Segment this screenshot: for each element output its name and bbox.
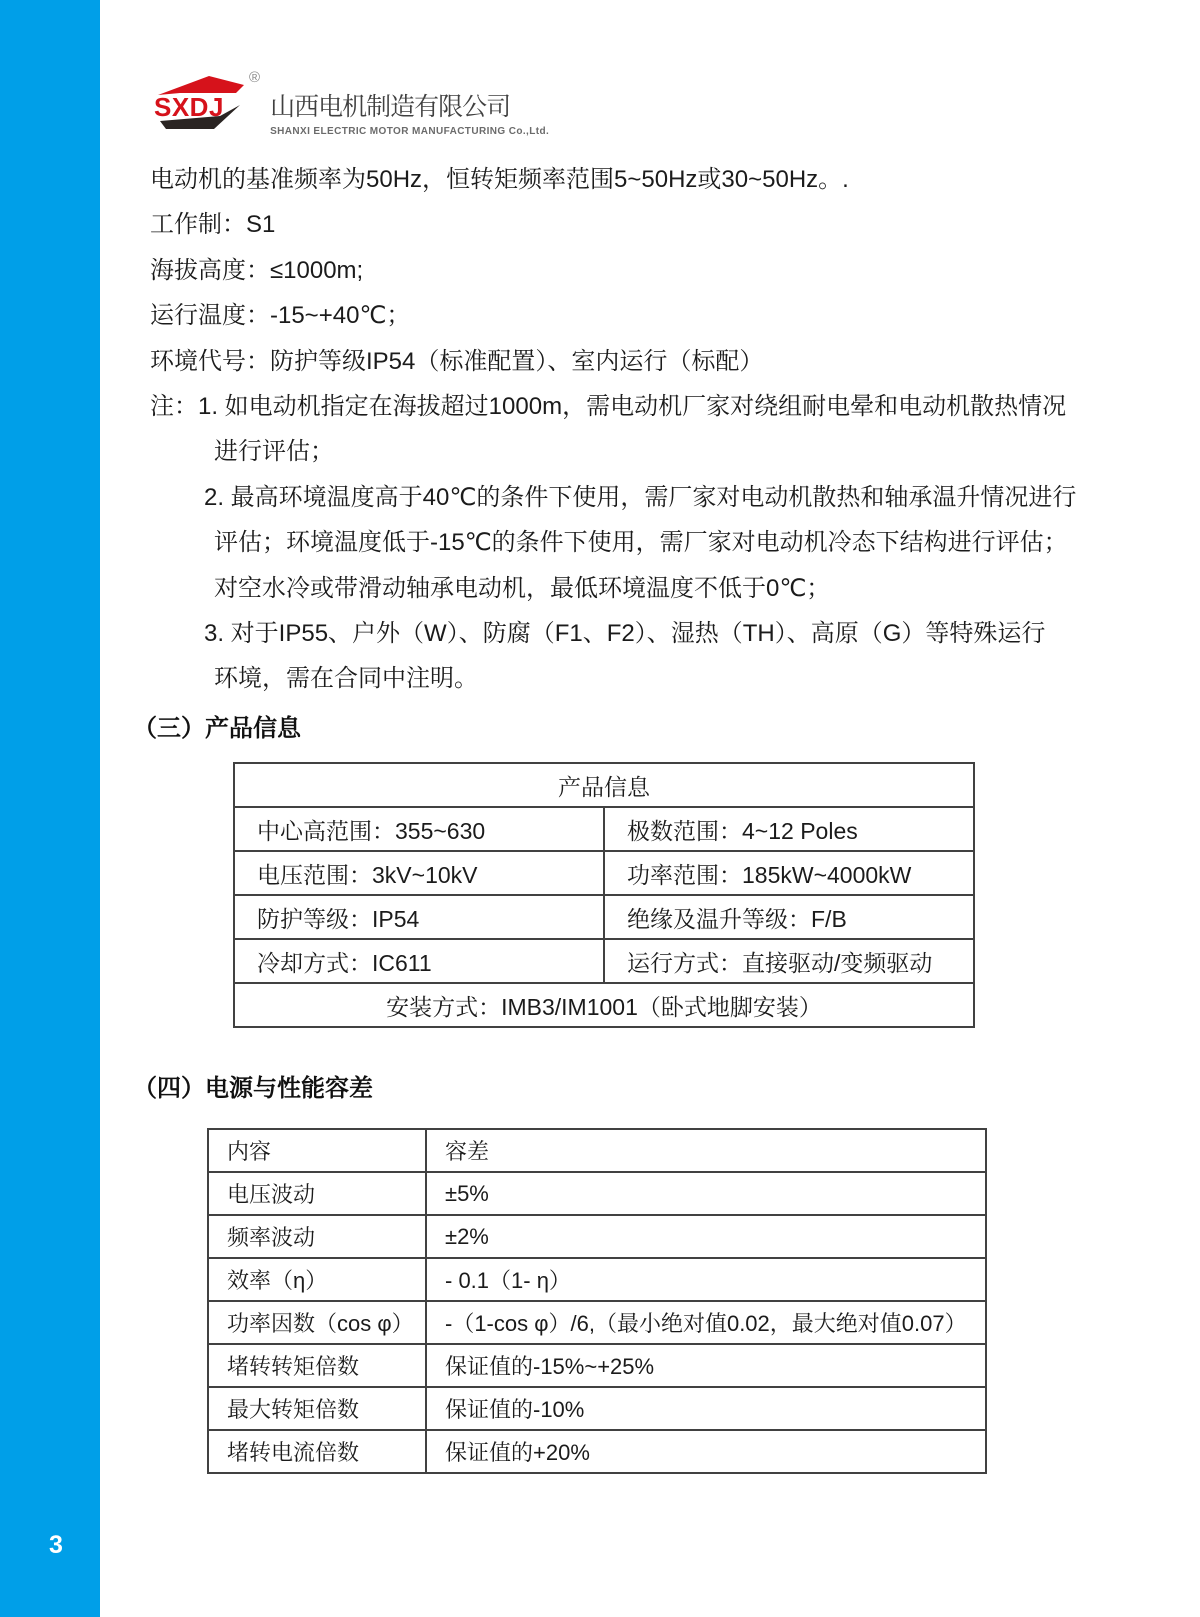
column-header: 内容: [208, 1129, 426, 1172]
body-text: [150, 157, 1077, 702]
company-logo: [154, 69, 550, 137]
table-cell: 最大转矩倍数: [208, 1387, 426, 1430]
note-line-1-cont: 进行评估；: [214, 438, 334, 466]
table-row: [208, 1430, 986, 1473]
table-cell: 功率因数（cos φ）: [208, 1301, 426, 1344]
table-row: [234, 851, 974, 895]
tolerance-table: [207, 1128, 987, 1474]
table-row: [234, 983, 974, 1027]
table-cell: 电压波动: [208, 1172, 426, 1215]
company-name-en: SHANXI ELECTRIC MOTOR MANUFACTURING Co.,Ltd.: [270, 126, 550, 137]
logo-mark-text: SXDJ: [154, 92, 224, 122]
note-line-3: 3. 对于IP55、户外（W）、防腐（F1、F2）、湿热（TH）、高原（G）等特殊运行: [204, 619, 1046, 647]
company-names: [270, 87, 549, 137]
table-cell: 功率范围：185kW~4000kW: [604, 851, 974, 895]
table-row: [234, 895, 974, 939]
table-cell: 电压范围：3kV~10kV: [234, 851, 604, 895]
section-heading-product-info: （三）产品信息: [133, 715, 301, 742]
table-cell: 防护等级：IP54: [234, 895, 604, 939]
table-cell: 极数范围：4~12 Poles: [604, 807, 974, 851]
table-cell: 堵转转矩倍数: [208, 1344, 426, 1387]
table-cell: 堵转电流倍数: [208, 1430, 426, 1473]
page-number: 3: [49, 1531, 63, 1559]
section-heading-tolerance: （四）电源与性能容差: [133, 1075, 373, 1102]
note-line-2: 2. 最高环境温度高于40℃的条件下使用，需厂家对电动机散热和轴承温升情况进行: [204, 483, 1077, 511]
registered-trademark-icon: ®: [249, 69, 261, 86]
table-cell: 保证值的-15%~+25%: [426, 1344, 986, 1387]
body-line: 电动机的基准频率为50Hz，恒转矩频率范围5~50Hz或30~50Hz。.: [150, 166, 849, 193]
company-name-cn: 山西电机制造有限公司: [270, 93, 511, 121]
product-table-footer: 安装方式：IMB3/IM1001（卧式地脚安装）: [234, 983, 974, 1027]
product-table-title: 产品信息: [234, 763, 974, 807]
table-row: [208, 1301, 986, 1344]
table-cell: ±5%: [426, 1172, 986, 1215]
table-row: [208, 1387, 986, 1430]
table-cell: - 0.1（1- η）: [426, 1258, 986, 1301]
table-row: [208, 1215, 986, 1258]
table-cell: ±2%: [426, 1215, 986, 1258]
body-line: 运行温度：-15~+40℃；: [150, 302, 411, 330]
table-row: [234, 939, 974, 983]
table-cell: 效率（η）: [208, 1258, 426, 1301]
sxdj-logo-mark: [154, 72, 246, 132]
note-line-1: 注：1. 如电动机指定在海拔超过1000m，需电动机厂家对绕组耐电晕和电动机散热情况: [150, 392, 1067, 420]
table-cell: 中心高范围：355~630: [234, 807, 604, 851]
column-header: 容差: [426, 1129, 986, 1172]
table-cell: 运行方式：直接驱动/变频驱动: [604, 939, 974, 983]
table-cell: 保证值的-10%: [426, 1387, 986, 1430]
body-line: 环境代号：防护等级IP54（标准配置）、室内运行（标配）: [150, 347, 764, 375]
table-row: [208, 1258, 986, 1301]
body-line: 海拔高度：≤1000m;: [150, 256, 364, 284]
note-line-2-cont2: 对空水冷或带滑动轴承电动机，最低环境温度不低于0℃；: [214, 574, 831, 602]
table-row: [208, 1172, 986, 1215]
note-line-2-cont: 评估；环境温度低于-15℃的条件下使用，需厂家对电动机冷态下结构进行评估；: [214, 529, 1068, 557]
table-cell: -（1-cos φ）/6,（最小绝对值0.02，最大绝对值0.07）: [426, 1301, 986, 1344]
table-cell: 冷却方式：IC611: [234, 939, 604, 983]
table-cell: 频率波动: [208, 1215, 426, 1258]
table-row: [234, 807, 974, 851]
body-line: 工作制：S1: [150, 211, 276, 239]
left-blue-band: [0, 0, 100, 1617]
table-cell: 绝缘及温升等级：F/B: [604, 895, 974, 939]
table-row: [208, 1344, 986, 1387]
table-cell: 保证值的+20%: [426, 1430, 986, 1473]
product-info-table: [233, 762, 975, 1028]
table-header-row: [208, 1129, 986, 1172]
table-row: [234, 763, 974, 807]
note-line-3-cont: 环境，需在合同中注明。: [214, 665, 478, 693]
